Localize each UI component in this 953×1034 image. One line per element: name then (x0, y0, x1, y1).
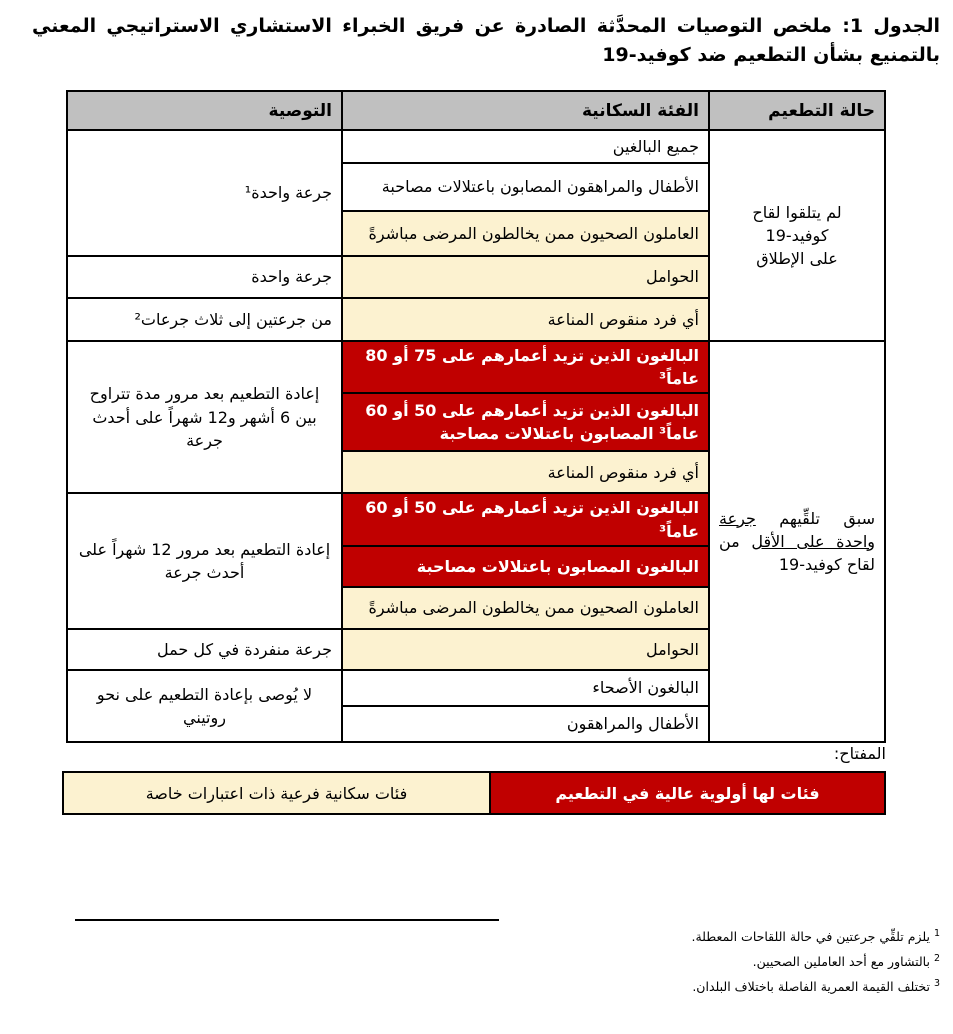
footnotes (691, 924, 940, 999)
status-prior-pre: سبق تلقِّيهم (755, 508, 875, 528)
key-special-considerations-cell: فئات سكانية فرعية ذات اعتبارات خاصة (63, 772, 490, 814)
key-row (63, 772, 885, 814)
cell-recommendation-revaccination-12-months: إعادة التطعيم بعد مرور 12 شهراً على أحدث جرعة (67, 493, 342, 628)
cell-recommendation-single-dose-each-pregnancy: جرعة منفردة في كل حمل (67, 629, 342, 670)
footnote-3-text: تختلف القيمة العمرية الفاصلة باختلاف البلدان. (692, 979, 930, 994)
status-never-line1: لم يتلقوا لقاح كوفيد-19 (752, 202, 842, 245)
cell-population-children-adolescents: الأطفال والمراهقون (342, 706, 709, 742)
table-row (67, 130, 885, 163)
status-prior-post: من لقاح كوفيد-19 (719, 531, 875, 574)
footnote-1-text: يلزم تلقِّي جرعتين في حالة اللقاحات المعطلة. (691, 929, 930, 944)
footnote-3 (691, 974, 940, 999)
header-row (67, 91, 885, 130)
header-vaccination-status: حالة التطعيم (709, 91, 885, 130)
cell-population-adults-comorbidities: البالغون المصابون باعتلالات مصاحبة (342, 546, 709, 587)
footnote-2 (691, 949, 940, 974)
cell-population-all-adults: جميع البالغين (342, 130, 709, 163)
header-recommendation: التوصية (67, 91, 342, 130)
cell-recommendation-one-dose: جرعة واحدة (67, 256, 342, 298)
header-population-category: الفئة السكانية (342, 91, 709, 130)
footnote-separator-line (75, 919, 499, 921)
page-title: الجدول 1: ملخص التوصيات المحدَّثة الصادرة عن فريق الخبراء الاستشاري الاستراتيجي المعني بالتمنيع بشأن التطعيم ضد كوفيد-19 (32, 15, 940, 66)
cell-population-healthy-adults: البالغون الأصحاء (342, 670, 709, 706)
key-table (62, 771, 886, 815)
cell-status-never-vaccinated (709, 130, 885, 341)
cell-population-pregnant-women-2: الحوامل (342, 629, 709, 670)
footnote-2-text: بالتشاور مع أحد العاملين الصحيين. (752, 954, 930, 969)
status-never-line2: على الإطلاق (756, 249, 838, 269)
cell-population-health-workers: العاملون الصحيون ممن يخالطون المرضى مباشرةً (342, 211, 709, 256)
cell-population-immunocompromised: أي فرد منقوص المناعة (342, 298, 709, 341)
cell-population-adults-over-75-80: البالغون الذين تزيد أعمارهم على 75 أو 80 عاماً³ (342, 341, 709, 393)
cell-population-adults-over-50-60-comorbidities: البالغون الذين تزيد أعمارهم على 50 أو 60 عاماً³ المصابون باعتلالات مصاحبة (342, 393, 709, 451)
status-prior-underlined: جرعة واحدة على الأقل (719, 508, 876, 551)
cell-status-previously-vaccinated (709, 341, 885, 742)
recommendations-table (66, 90, 886, 743)
cell-recommendation-revaccination-6-12-months: إعادة التطعيم بعد مرور مدة تتراوح بين 6 أشهر و12 شهراً على أحدث جرعة (67, 341, 342, 493)
footnote-1-marker: 1 (933, 927, 940, 939)
cell-population-pregnant-women: الحوامل (342, 256, 709, 298)
cell-population-children-comorbidities: الأطفال والمراهقون المصابون باعتلالات مصاحبة (342, 163, 709, 211)
cell-recommendation-no-routine-revaccination: لا يُوصى بإعادة التطعيم على نحو روتيني (67, 670, 342, 742)
cell-population-adults-over-50-60: البالغون الذين تزيد أعمارهم على 50 أو 60 عاماً³ (342, 493, 709, 545)
cell-recommendation-one-dose-fn1: جرعة واحدة¹ (67, 130, 342, 256)
footnote-3-marker: 3 (933, 977, 940, 989)
key-label: المفتاح: (833, 744, 886, 763)
footnote-2-marker: 2 (933, 952, 940, 964)
footnote-1 (691, 924, 940, 949)
cell-population-immunocompromised-2: أي فرد منقوص المناعة (342, 451, 709, 493)
key-high-priority-cell: فئات لها أولوية عالية في التطعيم (490, 772, 885, 814)
cell-recommendation-two-to-three-doses: من جرعتين إلى ثلاث جرعات² (67, 298, 342, 341)
cell-population-health-workers-2: العاملون الصحيون ممن يخالطون المرضى مباشرةً (342, 587, 709, 629)
table-row (67, 341, 885, 393)
